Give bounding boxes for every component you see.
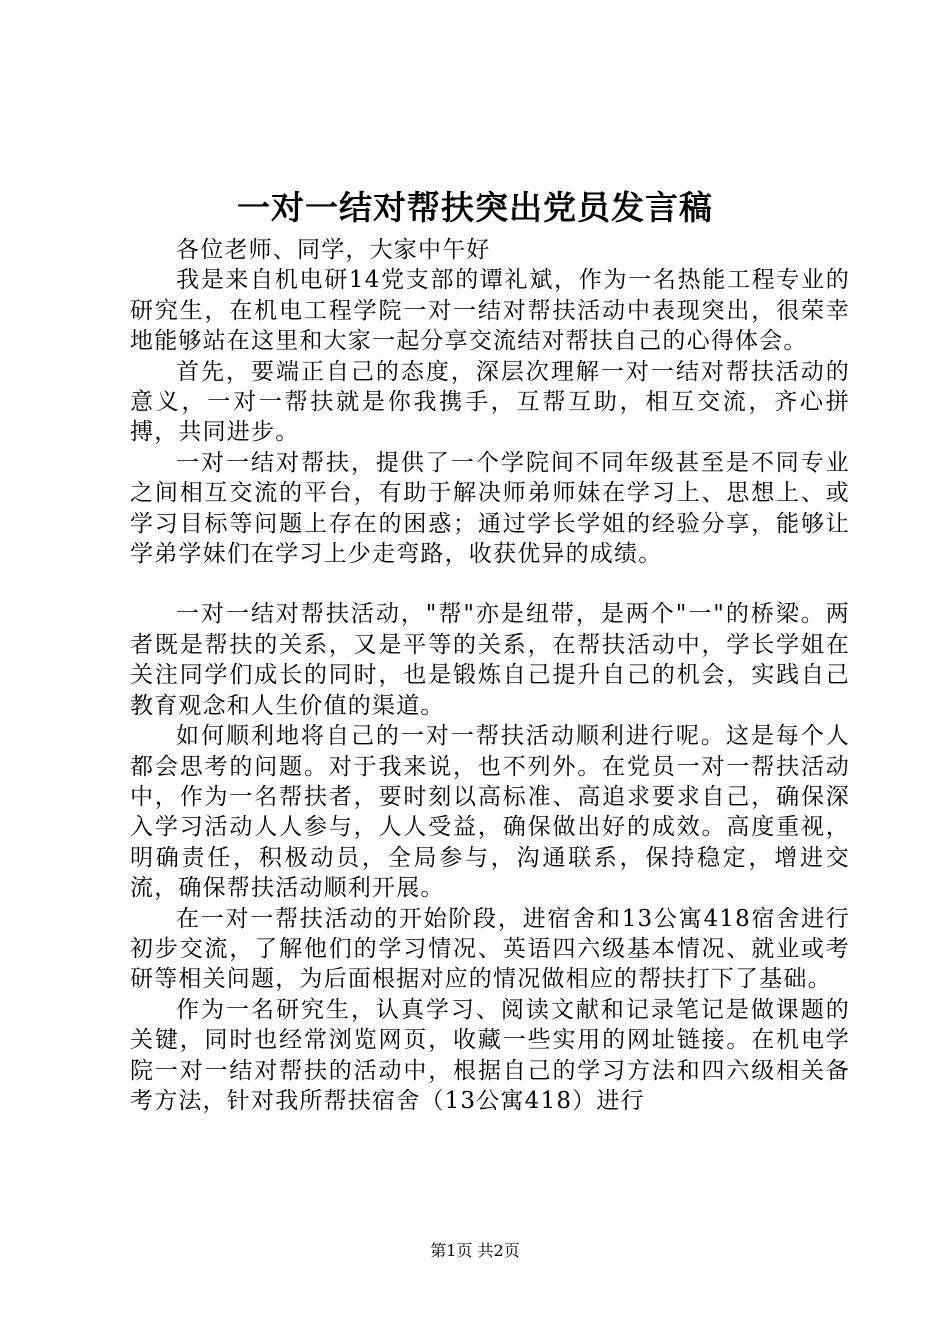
page-number-footer: 第1页 共2页 — [430, 1241, 520, 1260]
document-title: 一对一结对帮扶突出党员发言稿 — [237, 188, 713, 227]
paragraph-attitude: 首先，要端正自己的态度，深层次理解一对一结对帮扶活动的意义，一对一帮扶就是你我携手，互帮互助，相互交流，齐心拼搏，共同进步。 — [130, 358, 850, 446]
paragraph-platform: 一对一结对帮扶，提供了一个学院间不同年级甚至是不同专业之间相互交流的平台，有助于解决师弟师妹在学习上、思想上、或学习目标等问题上存在的困惑；通过学长学姐的经验分享，能够让学弟学妹们在学习上少走弯路，收获优异的成绩。 — [130, 449, 850, 568]
paragraph-how-to: 如何顺利地将自己的一对一帮扶活动顺利进行呢。这是每个人都会思考的问题。对于我来说，也不列外。在党员一对一帮扶活动中，作为一名帮扶者，要时刻以高标准、高追求要求自己，确保深入学习活动人人参与，人人受益，确保做出好的成效。高度重视，明确责任，积极动员，全局参与，沟通联系，保持稳定，增进交流，确保帮扶活动顺利开展。 — [130, 723, 850, 902]
paragraph-initial-stage: 在一对一帮扶活动的开始阶段，进宿舍和13公寓418宿舍进行初步交流，了解他们的学习情况、英语四六级基本情况、就业或考研等相关问题，为后面根据对应的情况做相应的帮扶打下了基础。 — [130, 905, 850, 993]
paragraph-introduction: 我是来自机电研14党支部的谭礼斌，作为一名热能工程专业的研究生，在机电工程学院一对一结对帮扶活动中表现突出，很荣幸地能够站在这里和大家一起分享交流结对帮扶自己的心得体会。 — [130, 267, 850, 355]
paragraph-bridge: 一对一结对帮扶活动，"帮"亦是纽带，是两个"一"的桥梁。两者既是帮扶的关系，又是平等的关系，在帮扶活动中，学长学姐在关注同学们成长的同时，也是锻炼自己提升自己的机会，实践自己教育观念和人生价值的渠道。 — [130, 601, 850, 719]
paragraph-greeting: 各位老师、同学，大家中午好 — [176, 237, 491, 263]
paragraph-graduate-student: 作为一名研究生，认真学习、阅读文献和记录笔记是做课题的关键，同时也经常浏览网页，收藏一些实用的网址链接。在机电学院一对一结对帮扶的活动中，根据自己的学习方法和四六级相关备考方法，针对我所帮扶宿舍（13公寓418）进行 — [130, 996, 850, 1114]
document-body — [130, 235, 850, 1116]
